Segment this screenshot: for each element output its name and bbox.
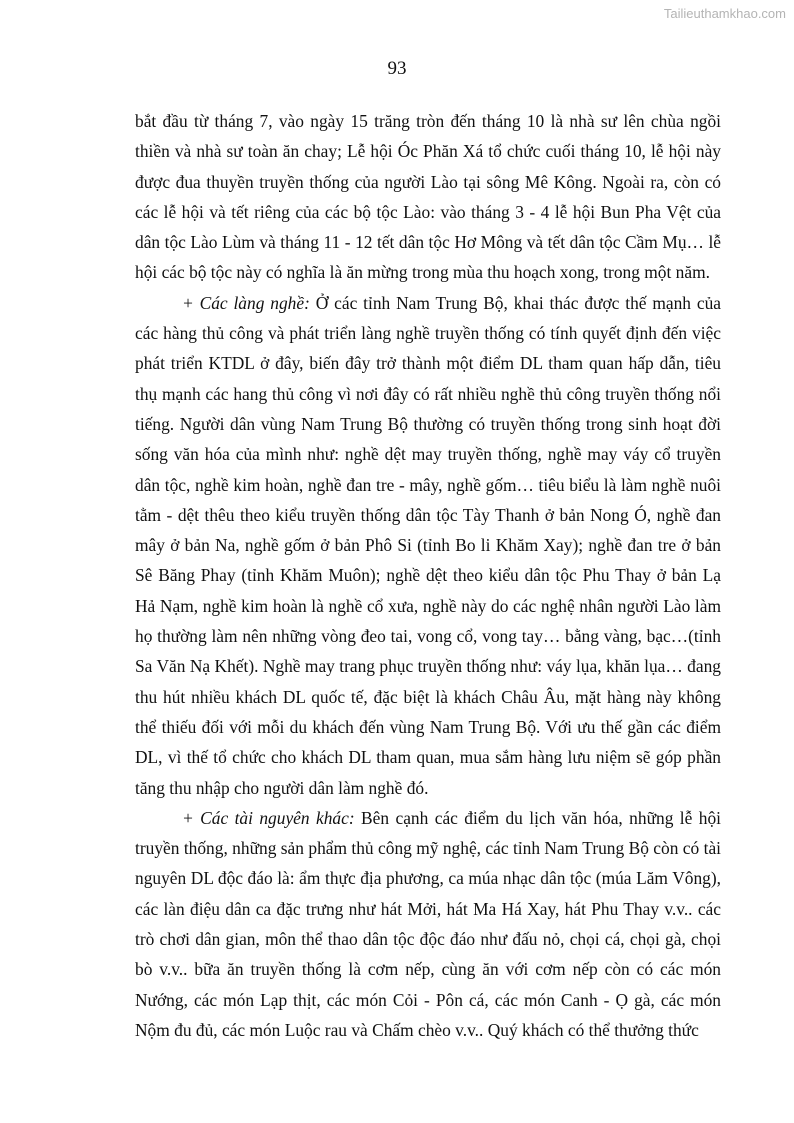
paragraph-text: Bên cạnh các điểm du lịch văn hóa, những lễ hội truyền thống, những sản phẩm thủ công mỹ nghệ, các tỉnh Nam Trung Bộ còn có tài nguyên DL độc đáo là: ẩm thực địa phương, ca múa nhạc dân tộc (múa Lăm Vông), các làn điệu dân ca đặc trưng như hát Mởi, hát Ma Há Xay, hát Phu Thay v.v.. các trò chơi dân gian, môn thể thao dân tộc độc đáo như đấu nỏ, chọi cá, chọi gà, chọi bò v.v.. bữa ăn truyền thống là cơm nếp, cùng ăn với cơm nếp còn có các món Nướng, các món Lạp thịt, các món Cỏi - Pôn cá, các món Canh - Ọ gà, các món Nộm đu đủ, các món Luộc rau và Chấm chèo v.v.. Quý khách có thể thưởng thức: [135, 807, 722, 1040]
watermark: Tailieuthamkhao.com: [663, 6, 786, 21]
paragraph-text: Ở các tỉnh Nam Trung Bộ, khai thác được thế mạnh của các hàng thủ công và phát triển làng nghề truyền thống có tính quyết định đến việc phát triển KTDL ở đây, biến đây trở thành một điểm DL tham quan hấp dẫn, tiêu thụ mạnh các hang thủ công vì nơi đây có rất nhiều nghề thủ công truyền thống nổi tiếng. Người dân vùng Nam Trung Bộ thường có truyền thống trong sinh hoạt đời sống văn hóa của mình như: nghề dệt may truyền thống, nghề may váy cổ truyền dân tộc, nghề kim hoàn, nghề đan tre - mây, nghề gốm… tiêu biểu là làm nghề nuôi tằm - dệt thêu theo kiểu truyền thống dân tộc Tày Thanh ở bản Nong Ó, nghề đan mây ở bản Na, nghề gốm ở bản Phô Si (tỉnh Bo li Khăm Xay); nghề đan tre ở bản Sê Băng Phay (tỉnh Khăm Muôn); nghề dệt theo kiểu dân tộc Phu Thay ở bản Lạ Hả Nạm, nghề kim hoàn là nghề cổ xưa, nghề này do các nghệ nhân người Lào làm họ thường làm nên những vòng đeo tai, vong cổ, vong tay… bằng vàng, bạc…(tỉnh Sa Văn Nạ Khết). Nghề may trang phục truyền thống như: váy lụa, khăn lụa… đang thu hút nhiều khách DL quốc tế, đặc biệt là khách Châu Âu, mặt hàng này không thể thiếu đối với mỗi du khách đến vùng Nam Trung Bộ. Với ưu thế gần các điểm DL, vì thế tổ chức cho khách DL tham quan, mua sắm hàng lưu niệm sẽ góp phần tăng thu nhập cho người dân làm nghề đó.: [135, 292, 721, 798]
section-heading-craft-villages: + Các làng nghề:: [182, 292, 310, 313]
paragraph-festivals: [135, 106, 721, 288]
paragraph-text: bắt đầu từ tháng 7, vào ngày 15 trăng tròn đến tháng 10 là nhà sư lên chùa ngồi thiền và nhà sư toàn ăn chay; Lễ hội Óc Phăn Xá tổ chức cuối tháng 10, lễ hội này được đua thuyền truyền thống của người Lào tại sông Mê Kông. Ngoài ra, còn có các lễ hội và tết riêng của các bộ tộc Lào: vào tháng 3 - 4 lễ hội Bun Pha Vệt của dân tộc Lào Lùm và tháng 11 - 12 tết dân tộc Hơ Mông và tết dân tộc Cầm Mụ… lễ hội các bộ tộc này có nghĩa là ăn mừng trong mùa thu hoạch xong, trong một năm.: [135, 111, 721, 283]
paragraph-other-resources: [135, 803, 721, 1045]
page-number: 93: [387, 58, 407, 79]
page-body: [135, 106, 721, 1045]
section-heading-other-resources: + Các tài nguyên khác:: [182, 807, 355, 828]
paragraph-craft-villages: [135, 288, 721, 803]
